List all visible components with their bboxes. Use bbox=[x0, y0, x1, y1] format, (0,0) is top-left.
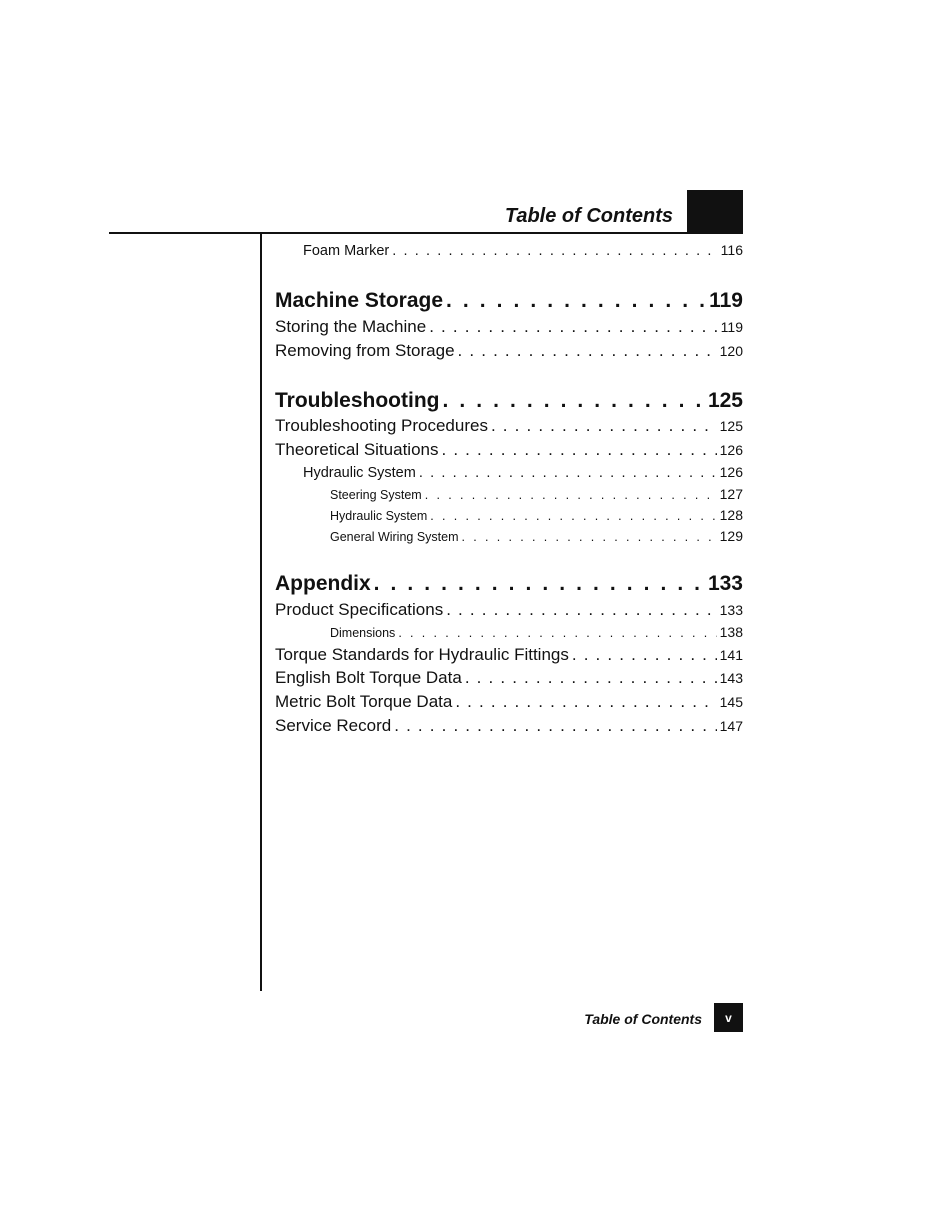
toc-entry bbox=[275, 464, 743, 481]
toc-section-label: Troubleshooting bbox=[275, 389, 440, 412]
toc-entry-page: 126 bbox=[719, 442, 743, 458]
toc-entry bbox=[275, 600, 743, 620]
margin-divider bbox=[260, 234, 262, 991]
toc-entry-label: Theoretical Situations bbox=[275, 440, 439, 459]
toc-entry-label: Troubleshooting Procedures bbox=[275, 416, 488, 435]
header-divider bbox=[109, 232, 743, 234]
toc-entry-page: 129 bbox=[719, 528, 743, 544]
page-title: Table of Contents bbox=[504, 205, 673, 227]
dot-leader bbox=[429, 317, 717, 337]
toc-entry bbox=[275, 242, 743, 259]
toc-entry-page: 141 bbox=[719, 647, 743, 663]
toc-entry-page: 125 bbox=[719, 418, 743, 434]
toc-section-page: 119 bbox=[709, 289, 743, 312]
dot-leader bbox=[419, 465, 717, 481]
toc-entry bbox=[275, 486, 743, 502]
toc-section-page: 125 bbox=[707, 389, 743, 412]
toc-entry bbox=[275, 507, 743, 523]
toc-entry-label: Hydraulic System bbox=[303, 465, 416, 481]
dot-leader bbox=[441, 440, 716, 460]
toc-entry-label: Hydraulic System bbox=[330, 509, 428, 523]
toc-entry bbox=[275, 341, 743, 361]
toc-entry-label: Storing the Machine bbox=[275, 317, 427, 336]
toc-entry bbox=[275, 624, 743, 640]
dot-leader bbox=[572, 645, 717, 665]
toc-entry-page: 138 bbox=[719, 624, 743, 640]
toc-entry-page: 147 bbox=[719, 718, 743, 734]
dot-leader bbox=[442, 389, 704, 413]
toc-entry bbox=[275, 416, 743, 436]
toc-entry bbox=[275, 692, 743, 712]
toc-entry-label: Product Specifications bbox=[275, 600, 444, 619]
page-number-badge: v bbox=[714, 1003, 743, 1032]
toc-entry-page: 120 bbox=[719, 343, 743, 359]
dot-leader bbox=[374, 572, 705, 596]
toc-entry-label: General Wiring System bbox=[330, 530, 459, 544]
toc-entry-label: English Bolt Torque Data bbox=[275, 668, 462, 687]
toc-entry-page: 119 bbox=[720, 319, 743, 335]
toc-section-label: Machine Storage bbox=[275, 289, 444, 312]
dot-leader bbox=[458, 341, 717, 361]
toc-entry-page: 128 bbox=[719, 507, 743, 523]
toc-entry-page: 133 bbox=[719, 602, 743, 618]
toc-entry-page: 116 bbox=[720, 242, 743, 258]
toc-entry bbox=[275, 528, 743, 544]
dot-leader bbox=[465, 668, 717, 688]
toc-entry bbox=[275, 668, 743, 688]
toc-entry-label: Metric Bolt Torque Data bbox=[275, 692, 453, 711]
toc-entry bbox=[275, 317, 743, 337]
dot-leader bbox=[392, 243, 717, 259]
toc-entry bbox=[275, 440, 743, 460]
toc-entry-label: Steering System bbox=[330, 488, 422, 502]
toc-entry bbox=[275, 716, 743, 736]
toc-section-page: 133 bbox=[707, 572, 743, 595]
toc-entry-page: 143 bbox=[719, 670, 743, 686]
dot-leader bbox=[446, 600, 716, 620]
toc-entry-page: 145 bbox=[719, 694, 743, 710]
dot-leader bbox=[398, 626, 716, 640]
toc-entry-label: Dimensions bbox=[330, 626, 396, 640]
toc-entry-page: 127 bbox=[719, 486, 743, 502]
toc-entry bbox=[275, 645, 743, 665]
dot-leader bbox=[425, 488, 717, 502]
toc-entry-page: 126 bbox=[719, 464, 743, 480]
dot-leader bbox=[394, 716, 716, 736]
toc-section-label: Appendix bbox=[275, 572, 371, 595]
toc-entry-label: Service Record bbox=[275, 716, 392, 735]
dot-leader bbox=[462, 530, 717, 544]
toc-entry-label: Torque Standards for Hydraulic Fittings bbox=[275, 645, 569, 664]
toc-entry-label: Removing from Storage bbox=[275, 341, 455, 360]
header-black-tab bbox=[687, 190, 743, 234]
dot-leader bbox=[455, 692, 716, 712]
toc-section bbox=[275, 289, 743, 313]
toc-entry-label: Foam Marker bbox=[303, 243, 390, 259]
dot-leader bbox=[430, 509, 716, 523]
dot-leader bbox=[491, 416, 717, 436]
dot-leader bbox=[446, 289, 706, 313]
footer-section-label: Table of Contents bbox=[584, 1011, 702, 1027]
toc-section bbox=[275, 572, 743, 596]
toc-section bbox=[275, 389, 743, 413]
